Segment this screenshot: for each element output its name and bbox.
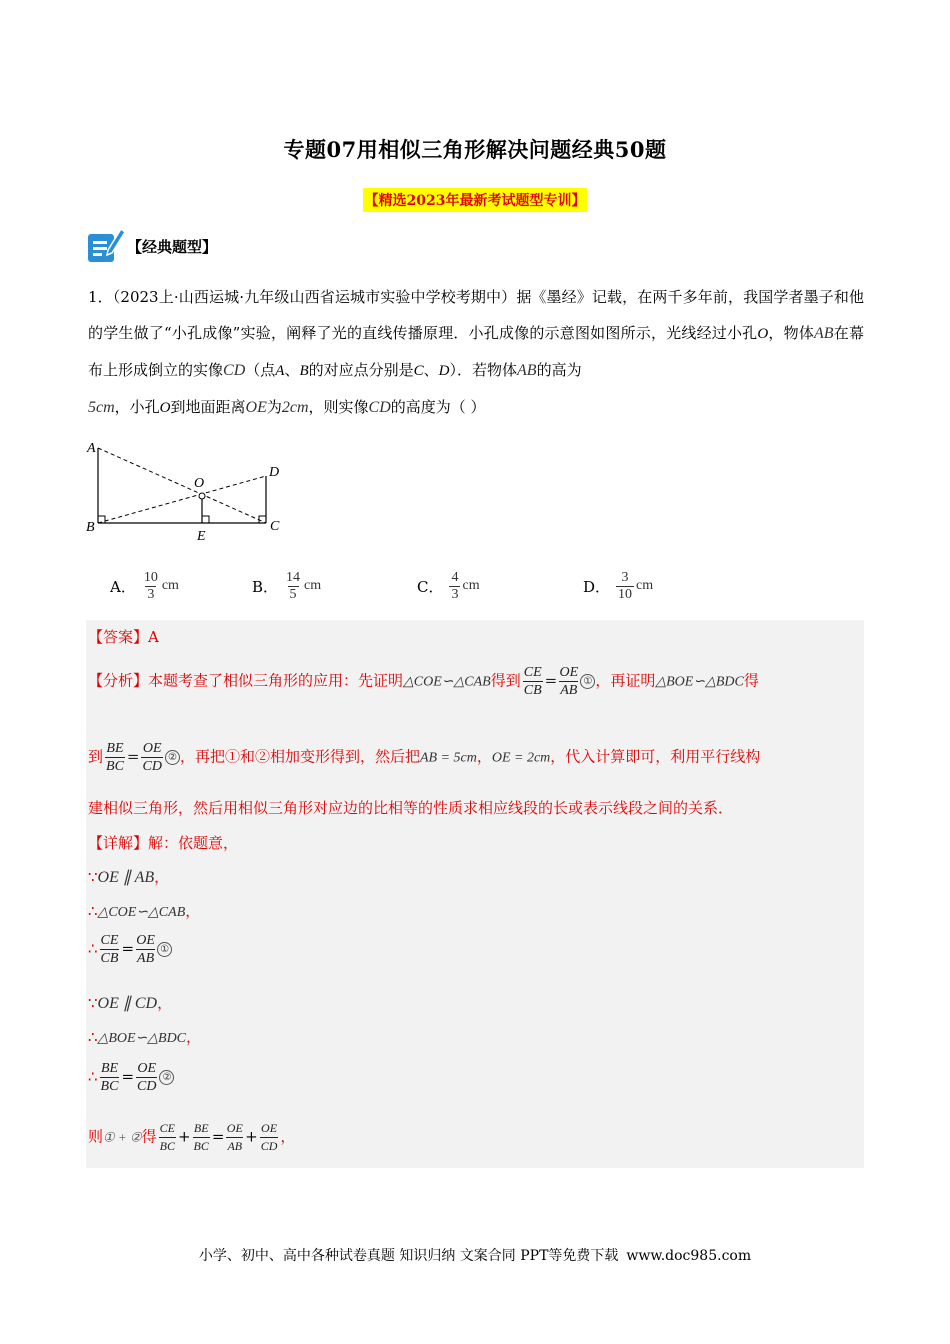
pinhole-diagram bbox=[84, 436, 294, 544]
choice-fraction bbox=[616, 570, 634, 603]
numerator: 14 bbox=[286, 569, 301, 585]
fraction-oe-ab bbox=[136, 932, 155, 967]
math-ab-value: AB = 5cm bbox=[419, 750, 477, 766]
label-a: A bbox=[87, 441, 96, 456]
math-similarity: △COE∽△CAB bbox=[403, 674, 491, 690]
circled-2: ② bbox=[165, 750, 180, 765]
fraction-be-bc bbox=[105, 740, 125, 775]
label-d: D bbox=[269, 465, 280, 480]
step-1 bbox=[88, 866, 169, 887]
choice-list bbox=[110, 562, 870, 612]
fraction-ce-bc bbox=[159, 1120, 176, 1155]
choice-a[interactable] bbox=[110, 562, 179, 610]
denominator: BC bbox=[106, 759, 124, 774]
numerator: OE bbox=[261, 1121, 278, 1135]
fraction-oe-ab bbox=[226, 1120, 243, 1155]
math-cd: CD bbox=[223, 362, 246, 379]
comma: ， bbox=[185, 902, 201, 920]
equals: = bbox=[121, 1067, 135, 1086]
comma: ， bbox=[186, 1028, 202, 1046]
analysis-label: 【分析】 bbox=[88, 671, 149, 690]
separator: 、 bbox=[423, 361, 439, 379]
numerator: 10 bbox=[143, 569, 158, 585]
var-o: O bbox=[757, 326, 769, 342]
denominator: 3 bbox=[451, 586, 459, 602]
math-ab: AB bbox=[517, 362, 537, 379]
right-angle-c bbox=[259, 516, 266, 523]
unit: cm bbox=[304, 578, 322, 593]
step-7 bbox=[88, 1120, 295, 1155]
footer-text: 小学、初中、高中各种试卷真题 知识归纳 文案合同 PPT等免费下载 bbox=[198, 1248, 619, 1264]
denominator: CD bbox=[142, 759, 162, 774]
choice-letter: B． bbox=[252, 577, 279, 596]
choice-d[interactable] bbox=[583, 562, 653, 610]
fraction-oe-cd bbox=[141, 740, 162, 775]
therefore-symbol: ∴ bbox=[88, 1067, 98, 1086]
therefore-symbol: ∴ bbox=[88, 939, 98, 958]
math-distance: 2cm bbox=[281, 399, 309, 416]
denominator: BC bbox=[193, 1139, 209, 1153]
numerator: OE bbox=[559, 665, 579, 680]
question-text: 据《墨经》记载，在两千多年前，我国学者墨子和他的学生做了“小孔成像”实验，阐释了光的直线传播原理．小孔成像的示意图如图所示，光线经过小孔 bbox=[88, 288, 864, 342]
equals: = bbox=[544, 671, 558, 690]
step-expr: OE ∥ AB bbox=[97, 869, 155, 886]
step-4 bbox=[88, 992, 172, 1013]
question-text: ，物体 bbox=[768, 324, 815, 342]
analysis-line-1 bbox=[88, 664, 864, 699]
question-text: ）．若物体 bbox=[449, 361, 518, 379]
fraction-oe-cd bbox=[260, 1120, 279, 1155]
denominator: 5 bbox=[289, 586, 297, 602]
question-text: （点 bbox=[245, 361, 276, 379]
detail-label: 【详解】 bbox=[88, 834, 149, 852]
fraction-be-bc bbox=[193, 1120, 210, 1155]
numerator: OE bbox=[136, 933, 155, 948]
fraction-be-bc bbox=[100, 1060, 120, 1095]
detail-line bbox=[88, 832, 238, 853]
therefore-symbol: ∴ bbox=[88, 902, 98, 920]
math-oe: OE bbox=[245, 399, 267, 416]
denominator: CB bbox=[523, 683, 542, 698]
question-text: ，小孔 bbox=[114, 398, 160, 416]
var-c: C bbox=[413, 363, 424, 379]
ray-bd bbox=[98, 476, 266, 523]
var-d: D bbox=[438, 363, 450, 379]
comma: ， bbox=[476, 747, 492, 766]
because-symbol: ∵ bbox=[88, 868, 98, 886]
subtitle-highlight: 【精选2023年最新考试题型专训】 bbox=[363, 188, 588, 212]
equals: = bbox=[126, 747, 140, 766]
analysis-text: ，再把①和②相加变形得到，然后把 bbox=[179, 747, 420, 766]
label-c: C bbox=[270, 519, 280, 534]
numerator: OE bbox=[137, 1061, 157, 1076]
denominator: 10 bbox=[618, 586, 633, 602]
fraction-oe-cd bbox=[136, 1060, 157, 1095]
equals: = bbox=[211, 1127, 225, 1146]
page-title: 专题07用相似三角形解决问题经典50题 bbox=[283, 137, 667, 162]
step-2 bbox=[88, 900, 200, 921]
question-source: （2023上·山西运城·九年级山西省运城市实验中学校考期中） bbox=[112, 288, 517, 306]
choice-letter: C． bbox=[417, 577, 444, 596]
numerator: CE bbox=[100, 933, 119, 948]
analysis-text: 得 bbox=[743, 671, 759, 690]
comma: ， bbox=[157, 994, 173, 1012]
question-number: 1． bbox=[88, 288, 113, 306]
equals: = bbox=[121, 939, 135, 958]
denominator: 3 bbox=[147, 586, 155, 602]
numerator: BE bbox=[106, 741, 124, 756]
circled-2: ② bbox=[159, 1070, 174, 1085]
step-expr: △BOE∽△BDC bbox=[97, 1031, 187, 1046]
step-expr: OE ∥ CD bbox=[97, 995, 158, 1012]
analysis-text: 本题考查了相似三角形的应用：先证明 bbox=[148, 671, 404, 690]
choice-fraction bbox=[449, 570, 460, 603]
de-word: 得 bbox=[141, 1127, 157, 1146]
choice-c[interactable] bbox=[417, 562, 480, 610]
therefore-symbol: ∴ bbox=[88, 1028, 98, 1046]
numerator: OE bbox=[226, 1121, 243, 1135]
denominator: CB bbox=[100, 951, 119, 966]
step-3 bbox=[88, 932, 172, 967]
analysis-line-2 bbox=[88, 740, 864, 775]
numerator: 4 bbox=[451, 569, 459, 585]
var-a: A bbox=[275, 363, 285, 379]
answer-box bbox=[86, 620, 864, 1168]
comma: ， bbox=[280, 1127, 296, 1146]
denominator: CD bbox=[260, 1139, 278, 1153]
section-label: 【经典题型】 bbox=[127, 238, 218, 256]
then-word: 则 bbox=[88, 1127, 104, 1146]
choice-letter: D． bbox=[583, 577, 611, 596]
plus: + bbox=[177, 1127, 191, 1146]
question-text: 的高度为（ ） bbox=[390, 398, 486, 416]
unit: cm bbox=[161, 578, 179, 593]
right-angle-e bbox=[202, 516, 209, 523]
circled-1: ① bbox=[580, 674, 595, 689]
var-b: B bbox=[299, 363, 309, 379]
unit: cm bbox=[636, 578, 654, 593]
var-o: O bbox=[159, 400, 171, 416]
subtitle-wrap bbox=[0, 188, 950, 212]
numerator: BE bbox=[193, 1121, 209, 1135]
question-text: ，则实像 bbox=[308, 398, 369, 416]
pinhole-o bbox=[199, 493, 205, 499]
analysis-text: ，代入计算即可，利用平行线构 bbox=[550, 747, 761, 766]
math-cd: CD bbox=[368, 399, 391, 416]
label-o: O bbox=[194, 476, 205, 491]
sum-expr: ① + ② bbox=[103, 1129, 142, 1145]
numerator: 3 bbox=[621, 569, 629, 585]
denominator: CD bbox=[137, 1079, 157, 1094]
label-b: B bbox=[86, 520, 95, 535]
question-text: 的对应点分别是 bbox=[308, 361, 414, 379]
numerator: CE bbox=[159, 1121, 175, 1135]
step-5 bbox=[88, 1026, 201, 1047]
numerator: OE bbox=[142, 741, 162, 756]
analysis-line-3: 建相似三角形，然后用相似三角形对应边的比相等的性质求相应线段的长或表示线段之间的关系． bbox=[88, 799, 734, 817]
question-text: 在幕布上形成倒立的实像 bbox=[88, 324, 864, 379]
choice-letter: A． bbox=[110, 577, 136, 596]
unit: cm bbox=[462, 578, 480, 593]
fraction-oe-ab bbox=[559, 664, 578, 699]
plus: + bbox=[245, 1127, 258, 1146]
step-expr: △COE∽△CAB bbox=[97, 905, 186, 920]
denominator: BC bbox=[100, 1079, 119, 1094]
comma: ， bbox=[154, 868, 170, 886]
choice-fraction bbox=[284, 570, 302, 603]
edit-note-icon bbox=[86, 224, 126, 264]
step-6 bbox=[88, 1060, 174, 1095]
question-text: 的高为 bbox=[536, 361, 582, 379]
denominator: AB bbox=[227, 1139, 243, 1153]
denominator: AB bbox=[137, 951, 155, 966]
question-text: 到地面距离 bbox=[170, 398, 246, 416]
denominator: BC bbox=[159, 1139, 175, 1153]
detail-intro: 解：依题意， bbox=[148, 834, 239, 852]
footer-site-link[interactable]: www.doc985.com bbox=[626, 1248, 752, 1264]
page-footer bbox=[0, 1245, 950, 1265]
question-1 bbox=[88, 279, 864, 426]
math-height: 5cm bbox=[88, 399, 115, 416]
circled-1: ① bbox=[157, 942, 172, 957]
analysis-text: 得到 bbox=[490, 671, 521, 690]
because-symbol: ∵ bbox=[88, 994, 98, 1012]
math-ab: AB bbox=[814, 325, 834, 342]
separator: 、 bbox=[284, 361, 300, 379]
ray-ac bbox=[98, 448, 266, 523]
choice-b[interactable] bbox=[252, 562, 321, 610]
numerator: CE bbox=[523, 665, 542, 680]
analysis-text: ，再证明 bbox=[595, 671, 656, 690]
answer-label: 【答案】A bbox=[88, 628, 159, 646]
choice-fraction bbox=[142, 570, 160, 603]
label-e: E bbox=[197, 529, 206, 544]
numerator: BE bbox=[100, 1061, 119, 1076]
question-text: 为 bbox=[266, 398, 282, 416]
fraction-ce-cb bbox=[100, 932, 120, 967]
fraction-ce-cb bbox=[523, 664, 543, 699]
analysis-text: 到 bbox=[88, 747, 104, 766]
math-similarity: △BOE∽△BDC bbox=[655, 674, 744, 690]
denominator: AB bbox=[560, 683, 578, 698]
math-oe-value: OE = 2cm bbox=[491, 750, 551, 766]
